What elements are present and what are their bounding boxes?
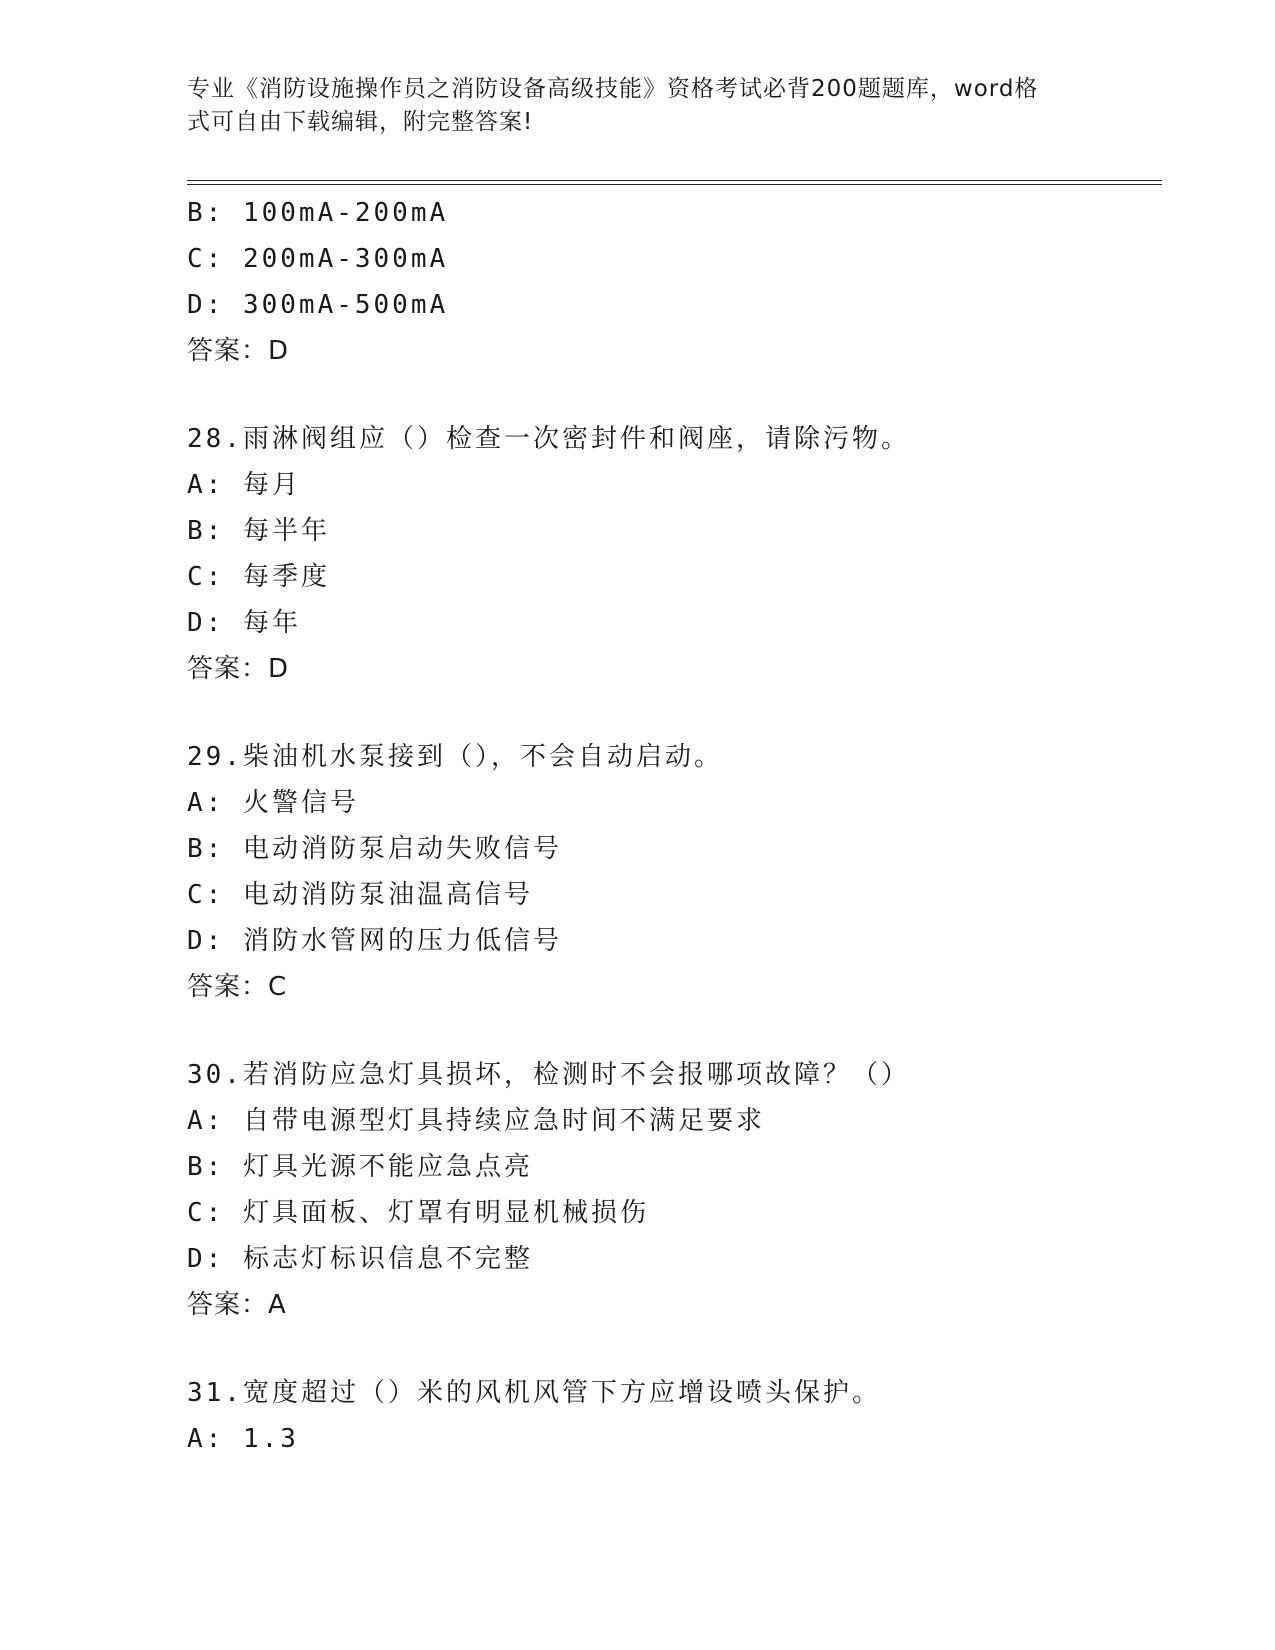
option-d: D: 消防水管网的压力低信号 [187,926,562,956]
question-27-partial [187,190,1147,374]
header-divider [187,180,1162,185]
answer: 答案：A [187,1290,287,1320]
answer: 答案：D [187,336,290,366]
answer: 答案：D [187,654,290,684]
question-text: 30.若消防应急灯具损坏，检测时不会报哪项故障？（） [187,1060,910,1090]
option-c: C: 电动消防泵油温高信号 [187,880,533,910]
option-a: A: 自带电源型灯具持续应急时间不满足要求 [187,1106,765,1136]
question-list [187,190,1147,1462]
spacer [187,374,1147,416]
option-b: B: 灯具光源不能应急点亮 [187,1152,533,1182]
question-29 [187,734,1147,1010]
option-d: D: 每年 [187,608,301,638]
option-c: C: 灯具面板、灯罩有明显机械损伤 [187,1198,649,1228]
option-c: C: 每季度 [187,562,330,592]
question-28 [187,416,1147,692]
spacer [187,692,1147,734]
question-text: 29.柴油机水泵接到（），不会自动启动。 [187,742,723,772]
option-b: B: 100mA-200mA [187,198,449,228]
option-d: D: 300mA-500mA [187,290,449,320]
answer: 答案：C [187,972,288,1002]
question-30 [187,1052,1147,1328]
header-line-1: 专业《消防设施操作员之消防设备高级技能》资格考试必背200题题库，word格 [187,76,1039,102]
question-text: 28.雨淋阀组应（）检查一次密封件和阀座，请除污物。 [187,424,910,454]
option-b: B: 每半年 [187,516,330,546]
document-header [187,73,1067,139]
option-b: B: 电动消防泵启动失败信号 [187,834,562,864]
option-a: A: 每月 [187,470,301,500]
option-d: D: 标志灯标识信息不完整 [187,1244,533,1274]
option-a: A: 1.3 [187,1424,299,1454]
spacer [187,1328,1147,1370]
option-a: A: 火警信号 [187,788,359,818]
spacer [187,1010,1147,1052]
option-c: C: 200mA-300mA [187,244,449,274]
question-31 [187,1370,1147,1462]
header-line-2: 式可自由下载编辑，附完整答案! [187,109,534,135]
question-text: 31.宽度超过（）米的风机风管下方应增设喷头保护。 [187,1378,881,1408]
